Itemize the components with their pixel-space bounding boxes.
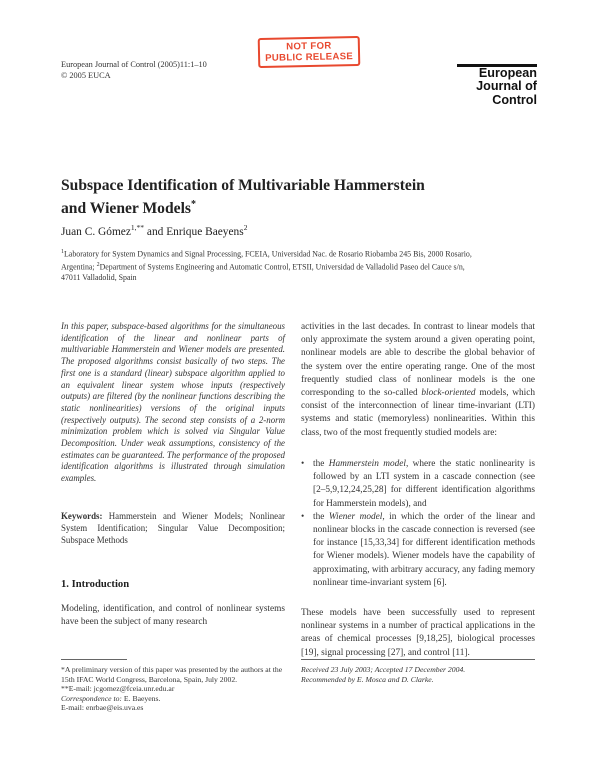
author-list — [61, 223, 247, 238]
bullet-2-term: Wiener model — [328, 511, 383, 522]
logo-line-2: Journal of — [476, 79, 537, 94]
author-2: and Enrique Baeyens — [144, 225, 244, 238]
journal-citation: European Journal of Control (2005)11:1–10 — [61, 60, 207, 69]
intro-right-text-a: activities in the last decades. In contrast to linear models that only approximate the system around a given operating point, nonlinear models are able to describe the global behavior of the system over the entire operating range. One of the most frequently studied class of nonlinear models is the one corresponding to the so-called — [301, 322, 535, 399]
correspondence-name: E. Baeyens. — [122, 693, 161, 703]
intro-paragraph-right-2: These models have been successfully used to represent nonlinear systems in a number of practical applications in the areas of chemical processes [9,18,25], biological processes [19], signal processing [27], and control [11]. — [301, 608, 535, 658]
affiliation-2-mark: 2 — [96, 262, 100, 269]
intro-paragraph-right-1 — [301, 321, 535, 440]
title-line-2 — [61, 195, 461, 218]
received-info — [301, 665, 535, 684]
author-2-marks: 2 — [243, 223, 248, 232]
footnote-preliminary: *A preliminary version of this paper was presented by the authors at the 15th IFAC World Congress, Barcelona, Spain, July 2002. — [61, 665, 283, 684]
recommended-by: Recommended by E. Mosca and D. Clarke. — [301, 674, 434, 684]
title-line-1: Subspace Identification of Multivariable Hammerstein — [61, 177, 425, 194]
title-line-2-text: and Wiener Models — [61, 200, 191, 218]
bullet-dot: • — [301, 511, 305, 522]
logo-line-3: Control — [492, 92, 537, 107]
intro-paragraph-left: Modeling, identification, and control of nonlinear systems have been the subject of many research — [61, 604, 285, 628]
stamp-line-2: PUBLIC RELEASE — [265, 51, 354, 64]
title-footnote-mark: * — [190, 199, 196, 210]
intro-right-term: block-oriented — [421, 388, 476, 399]
affiliation-1: Laboratory for System Dynamics and Signal Processing, FCEIA, Universidad Nac. de Rosario Riobamba 245 Bis, 2000 Rosario, Argentina; — [61, 249, 472, 272]
paper-title — [61, 176, 461, 218]
keywords-label: Keywords: — [61, 511, 103, 521]
bullet-1-text-b: , where the static nonlinearity is followed by an LTI system in a cascade connection (see [2–5,9,12,24,25,28] for different identification algorithms for Hammerstein models), and — [313, 459, 536, 509]
footnotes — [61, 665, 285, 713]
stamp-line-1: NOT FOR — [286, 40, 332, 53]
received-separator — [301, 659, 535, 660]
section-heading-introduction: 1. Introduction — [61, 579, 130, 590]
footnote-email-1: **E-mail: jcgomez@fceia.unr.edu.ar — [61, 684, 175, 694]
keywords — [61, 510, 285, 546]
bullet-hammerstein — [301, 458, 535, 511]
abstract: In this paper, subspace-based algorithms for the simultaneous identification of the linear and nonlinear parts of multivariable Hammerstein and Wiener models are presented. The proposed algorithms consist basically of two steps. The first one is a standard (linear) subspace algorithm applied to an equivalent linear system whose inputs (respectively outputs) are filtered (by the nonlinear functions describing the static nonlinearities) versions of the original inputs (respectively outputs). The second step consists of a 2-norm minimization problem which is solved via Singular Value Decomposition. Under weak assumptions, consistency of the estimates can be guaranteed. The performance of the proposed identification algorithms is illustrated through simulation examples. — [61, 321, 285, 484]
bullet-dot: • — [301, 459, 305, 469]
footnote-separator — [61, 659, 127, 660]
received-dates: Received 23 July 2003; Accepted 17 December 2004. — [301, 665, 466, 674]
bullet-2-text-b: , in which the order of the linear and nonlinear blocks in the cascade connection is reversed (see for instance [15,33,34] for different identification methods for Wiener models). Wiener models have the capability of approximating, with arbitrary accuracy, any fading memory nonlinear time-invariant system [6]. — [313, 511, 536, 588]
author-1: Juan C. Gómez — [61, 225, 131, 238]
bullet-1-term: Hammerstein model — [328, 459, 406, 469]
bullet-wiener — [301, 511, 535, 590]
footnote-correspondence — [61, 694, 285, 704]
bullet-2-text-a: the — [313, 511, 329, 522]
affiliation-1-mark: 1 — [61, 249, 64, 255]
intro-right-text-b: models, which consist of the interconnection of linear time-invariant (LTI) systems and static (memoryless) nonlinearities. Within this class, two of the most frequently studied models are: — [301, 388, 535, 438]
author-1-marks: 1,** — [130, 223, 145, 232]
journal-reference — [61, 60, 207, 81]
footnote-email-2: E-mail: enrbae@eis.uva.es — [61, 703, 144, 713]
journal-logo — [457, 67, 537, 107]
logo-line-1: European — [478, 66, 537, 80]
bullet-1-text-a: the — [313, 459, 329, 469]
correspondence-label: Correspondence to: — [61, 693, 122, 703]
keywords-list: Hammerstein and Wiener Models; Nonlinear System Identification; Singular Value Decomposition; Subspace Methods — [61, 511, 285, 545]
copyright-notice: © 2005 EUCA — [61, 70, 111, 80]
affiliation-2: Department of Systems Engineering and Automatic Control, ETSII, Universidad de Valladolid Paseo del Cauce s/n, 47011 Valladolid, Spain — [61, 262, 465, 283]
model-bullet-list — [301, 458, 535, 590]
affiliations — [61, 247, 481, 284]
not-for-public-release-stamp — [258, 36, 361, 68]
